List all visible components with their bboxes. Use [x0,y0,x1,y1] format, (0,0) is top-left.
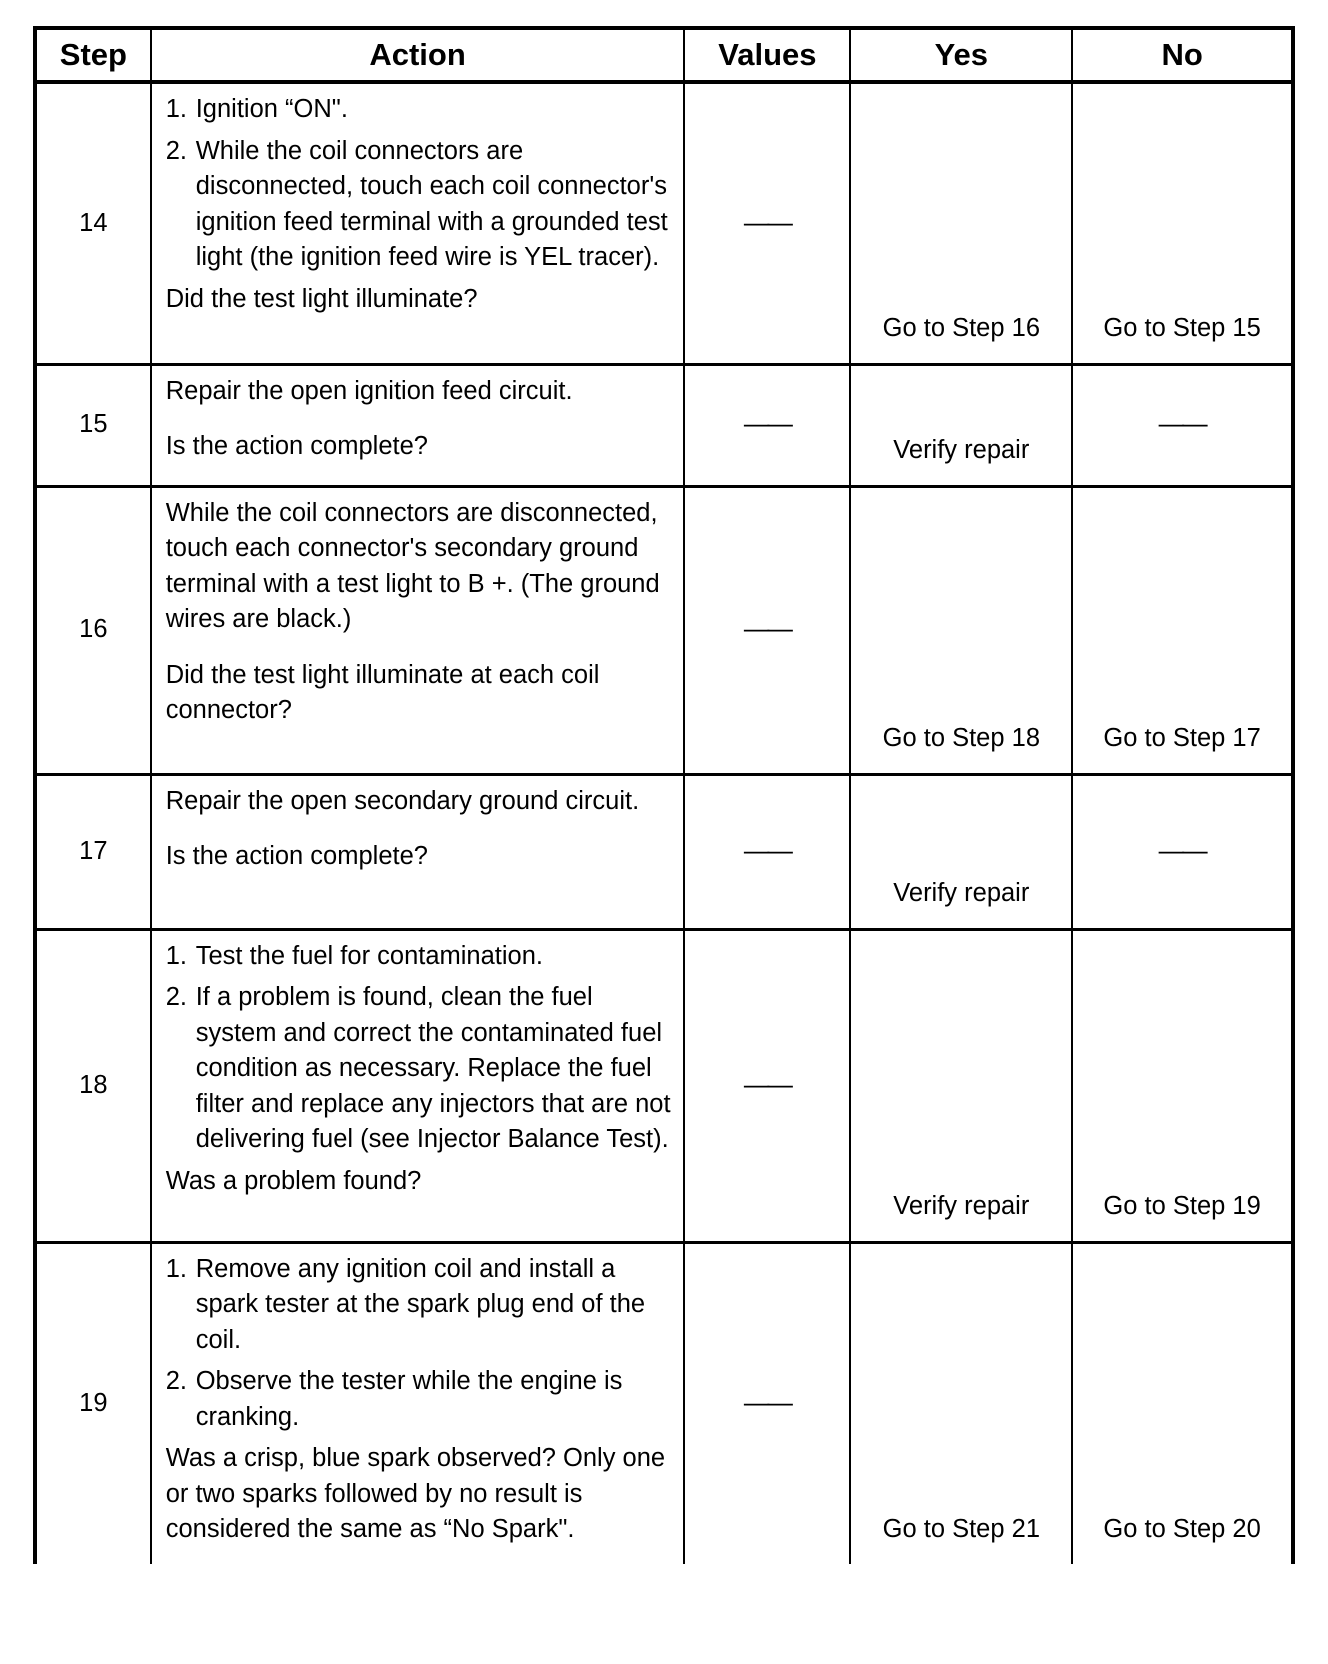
values-dash: —— [743,410,791,439]
action-cell [151,929,685,1242]
action-question: Was a crisp, blue spark observed? Only one or two sparks followed by no result is considered the same as “No Spark". [165,1444,666,1543]
list-number: 1. [165,1254,187,1283]
action-cell [151,486,685,774]
action-question: Was a problem found? [165,1166,422,1195]
values-cell [684,364,850,486]
no-dash: —— [1158,836,1206,865]
action-text: Repair the open ignition feed circuit. [165,376,573,405]
values-cell [684,774,850,929]
yes-result: Go to Step 21 [850,1242,1072,1564]
values-dash: —— [743,1388,791,1417]
action-text: Repair the open secondary ground circuit. [165,786,640,815]
table-row [35,82,1293,364]
list-item [166,134,672,276]
step-number: 18 [35,929,151,1242]
action-cell [151,774,685,929]
table-row [35,929,1293,1242]
header-values: Values [684,28,850,82]
yes-result: Verify repair [850,774,1072,929]
values-dash: —— [743,836,791,865]
table-row [35,486,1293,774]
step-number: 17 [35,774,151,929]
table-row [35,364,1293,486]
header-row [35,28,1293,82]
list-text: Remove any ignition coil and install a spark tester at the spark plug end of the coil. [195,1254,646,1354]
values-dash: —— [743,208,791,237]
action-cell [151,1242,685,1564]
list-text: Test the fuel for contamination. [195,941,543,970]
table-row [35,1242,1293,1564]
values-dash: —— [743,615,791,644]
action-text: While the coil connectors are disconnected, touch each connector's secondary ground terminal with a test light to B +. (The ground wires are black.) [165,498,660,633]
values-dash: —— [743,1070,791,1099]
list-item [166,1364,672,1435]
action-question: Is the action complete? [165,432,428,460]
list-number: 2. [165,983,187,1011]
no-result: Go to Step 17 [1072,486,1293,774]
header-no: No [1072,28,1293,82]
list-item [166,92,672,128]
list-text: While the coil connectors are disconnected, touch each coil connector's ignition feed terminal with a grounded test light (the ignition feed wire is YEL tracer). [195,136,668,271]
step-number: 16 [35,486,151,774]
table-row [35,774,1293,929]
action-question: Is the action complete? [165,842,428,870]
list-number: 1. [165,941,187,970]
list-item [166,1252,672,1359]
list-item [166,980,672,1158]
list-number: 2. [165,1367,187,1395]
no-dash: —— [1158,410,1206,439]
values-cell [684,486,850,774]
list-number: 1. [165,95,187,123]
action-question: Did the test light illuminate? [165,284,478,313]
header-yes: Yes [850,28,1072,82]
diagnostic-procedure-table [33,26,1295,1564]
values-cell [684,929,850,1242]
yes-result: Go to Step 18 [850,486,1072,774]
step-number: 19 [35,1242,151,1564]
yes-result: Verify repair [850,929,1072,1242]
values-cell [684,82,850,364]
no-result [1072,364,1293,486]
action-cell [151,364,685,486]
no-result: Go to Step 20 [1072,1242,1293,1564]
step-number: 14 [35,82,151,364]
action-cell [151,82,685,364]
header-step: Step [35,28,151,82]
list-number: 2. [165,136,187,165]
values-cell [684,1242,850,1564]
list-text: If a problem is found, clean the fuel system and correct the contaminated fuel condition as necessary. Replace the fuel filter and replace any injectors that are not delivering fuel (see Injector Balance Test). [195,983,671,1153]
no-result [1072,774,1293,929]
step-number: 15 [35,364,151,486]
header-action: Action [151,28,685,82]
list-text: Ignition “ON". [195,95,348,123]
no-result: Go to Step 15 [1072,82,1293,364]
list-item [166,939,672,975]
list-text: Observe the tester while the engine is cranking. [195,1367,623,1431]
action-question: Did the test light illuminate at each coil connector? [165,660,600,724]
yes-result: Go to Step 16 [850,82,1072,364]
no-result: Go to Step 19 [1072,929,1293,1242]
yes-result: Verify repair [850,364,1072,486]
